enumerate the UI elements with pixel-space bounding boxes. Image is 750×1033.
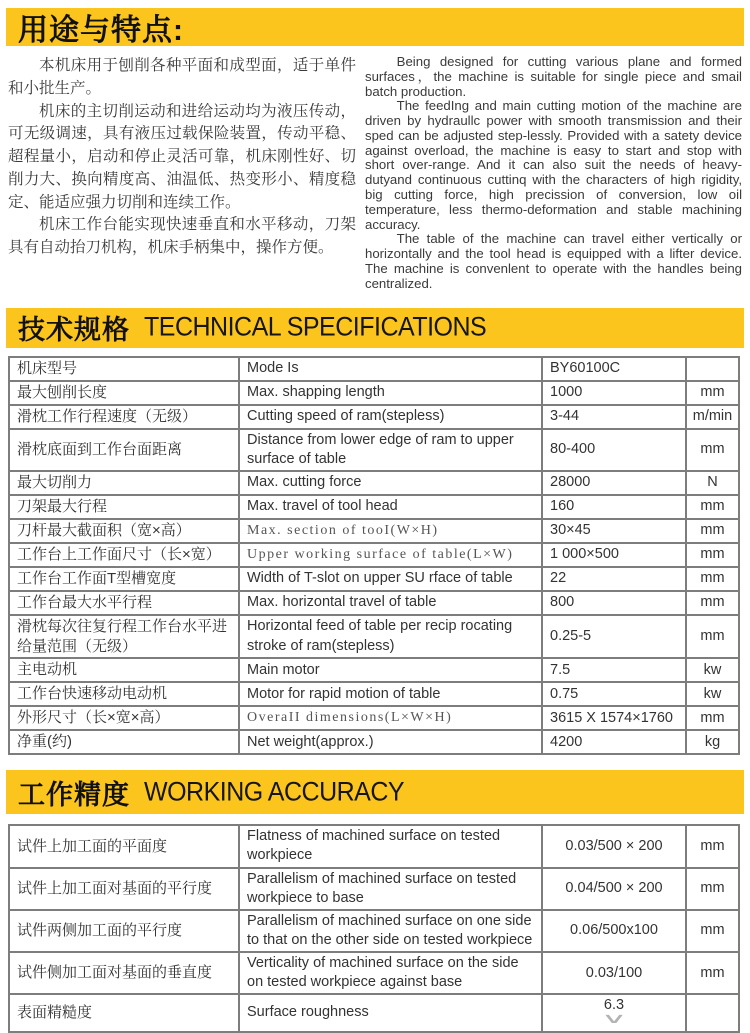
accuracy-title-en: WORKING ACCURACY: [144, 776, 405, 807]
row-value: 80-400: [542, 429, 686, 471]
row-value: 1000: [542, 381, 686, 405]
row-unit: mm: [686, 429, 739, 471]
specifications-title-cn: 技术规格: [18, 315, 130, 345]
row-label-en: Distance from lower edge of ram to upper surface of table: [239, 429, 542, 471]
paragraph: 本机床用于刨削各种平面和成型面，适于单件和小批生产。: [8, 57, 356, 97]
table-row: [9, 357, 739, 381]
row-value: 3-44: [542, 405, 686, 429]
row-unit: mm: [686, 706, 739, 730]
row-value: 4200: [542, 730, 686, 754]
row-label-cn: 滑枕每次往复行程工作台水平进给量范围（无级）: [9, 615, 239, 659]
row-unit: mm: [686, 825, 739, 867]
row-value: 22: [542, 567, 686, 591]
table-row: [9, 591, 739, 615]
table-row: [9, 543, 739, 567]
row-label-en: Max. cutting force: [239, 471, 542, 495]
row-unit: N: [686, 471, 739, 495]
table-row: [9, 405, 739, 429]
row-unit: mm: [686, 910, 739, 952]
table-row: [9, 682, 739, 706]
table-row: [9, 567, 739, 591]
table-row: [9, 658, 739, 682]
catalog-page: [0, 8, 750, 1027]
table-row: [9, 615, 739, 659]
row-label-en: Max. section of tooI(W×H): [239, 519, 542, 543]
row-unit: mm: [686, 519, 739, 543]
row-label-cn: 试件两侧加工面的平行度: [9, 910, 239, 952]
paragraph: The feedIng and main cutting motion of the machine are driven by hydraullc power with smooth transmission and their sped can be adjusted step-lessly. Provided with a satety device against overload, the machine is easy to start and stop with short over-range. And it can also suit the needs of heavy-dutyand continuous cuttinq with the characters of high rigidity, big cutting force, high precission of conversion, low oil temperature, less thermo-deformation and stable machining accuracy.: [365, 98, 742, 232]
row-label-cn: 试件上加工面的平面度: [9, 825, 239, 867]
row-label-en: Mode Is: [239, 357, 542, 381]
row-unit: mm: [686, 591, 739, 615]
row-unit: mm: [686, 868, 739, 910]
table-row: [9, 868, 739, 910]
table-row: [9, 429, 739, 471]
features-header-bar: [6, 8, 744, 46]
specifications-table: [8, 356, 740, 756]
row-label-cn: 外形尺寸（长×宽×高）: [9, 706, 239, 730]
table-row: [9, 952, 739, 994]
row-label-en: Max. horizontal travel of table: [239, 591, 542, 615]
row-value: 160: [542, 495, 686, 519]
row-label-en: Parallelism of machined surface on one side to that on the other side on tested workpiece: [239, 910, 542, 952]
row-value: 7.5: [542, 658, 686, 682]
row-value: 1 000×500: [542, 543, 686, 567]
row-label-cn: 试件侧加工面对基面的垂直度: [9, 952, 239, 994]
row-value: 0.03/500 × 200: [542, 825, 686, 867]
row-value: 0.75: [542, 682, 686, 706]
row-label-en: Max. shapping length: [239, 381, 542, 405]
roughness-number: 6.3: [603, 997, 625, 1014]
row-unit: m/min: [686, 405, 739, 429]
table-row: [9, 730, 739, 754]
row-value: 0.25-5: [542, 615, 686, 659]
row-label-cn: 刀架最大行程: [9, 495, 239, 519]
row-unit: mm: [686, 567, 739, 591]
specifications-title-en: TECHNICAL SPECIFICATIONS: [144, 311, 487, 343]
accuracy-header-bar: [6, 770, 744, 814]
row-label-cn: 刀杆最大截面积（宽×高）: [9, 519, 239, 543]
row-label-en: Cutting speed of ram(stepless): [239, 405, 542, 429]
row-label-cn: 工作台上工作面尺寸（长×宽）: [9, 543, 239, 567]
surface-finish-triangle-icon: ∨: [600, 1010, 628, 1027]
paragraph: Being designed for cutting various plane and formed surfaces，the machine is suitable for single piece and smail batch production.: [365, 54, 742, 99]
features-chinese-column: [8, 55, 356, 292]
table-row: [9, 381, 739, 405]
row-label-en: Parallelism of machined surface on tested workpiece to base: [239, 868, 542, 910]
table-row: [9, 994, 739, 1031]
row-label-cn: 主电动机: [9, 658, 239, 682]
row-label-en: Net weight(approx.): [239, 730, 542, 754]
row-unit: mm: [686, 952, 739, 994]
paragraph: The table of the machine can travel either vertically or horizontally and the tool head is equipped with a lifter device. The machine is convenlent to operate with the handles being centralized.: [365, 231, 742, 291]
row-label-en: Surface roughness: [239, 994, 542, 1031]
accuracy-title-cn: 工作精度: [18, 779, 130, 810]
row-unit: kg: [686, 730, 739, 754]
row-label-en: Flatness of machined surface on tested workpiece: [239, 825, 542, 867]
row-label-en: OveraII dimensions(L×W×H): [239, 706, 542, 730]
row-label-cn: 最大刨削长度: [9, 381, 239, 405]
row-label-en: Motor for rapid motion of table: [239, 682, 542, 706]
row-label-en: Main motor: [239, 658, 542, 682]
row-unit: kw: [686, 658, 739, 682]
table-row: [9, 471, 739, 495]
row-label-cn: 滑枕工作行程速度（无级）: [9, 405, 239, 429]
row-unit: mm: [686, 615, 739, 659]
features-title: 用途与特点:: [18, 14, 184, 47]
row-value: 800: [542, 591, 686, 615]
row-value: 3615 X 1574×1760: [542, 706, 686, 730]
row-label-cn: 工作台最大水平行程: [9, 591, 239, 615]
table-row: [9, 706, 739, 730]
row-unit: mm: [686, 543, 739, 567]
row-label-cn: 最大切削力: [9, 471, 239, 495]
row-unit: mm: [686, 381, 739, 405]
surface-roughness-value: [600, 996, 628, 1027]
row-value: 30×45: [542, 519, 686, 543]
row-label-cn: 净重(约): [9, 730, 239, 754]
row-label-cn: 工作台工作面T型槽宽度: [9, 567, 239, 591]
row-value: 0.03/100: [542, 952, 686, 994]
row-label-cn: 机床型号: [9, 357, 239, 381]
table-row: [9, 495, 739, 519]
row-unit: kw: [686, 682, 739, 706]
row-value: 0.06/500x100: [542, 910, 686, 952]
specifications-header-bar: [6, 308, 744, 348]
row-label-en: Verticality of machined surface on the side on tested workpiece against base: [239, 952, 542, 994]
row-label-cn: 工作台快速移动电动机: [9, 682, 239, 706]
table-row: [9, 519, 739, 543]
row-value: [542, 994, 686, 1031]
paragraph: 机床工作台能实现快速垂直和水平移动，刀架具有自动抬刀机构，机床手柄集中，操作方便。: [8, 216, 356, 257]
row-label-cn: 滑枕底面到工作台面距离: [9, 429, 239, 471]
row-label-en: Horizontal feed of table per recip rocating stroke of ram(stepless): [239, 615, 542, 659]
row-label-cn: 表面精糙度: [9, 994, 239, 1031]
accuracy-table: [8, 824, 740, 1032]
paragraph: 机床的主切削运动和进给运动均为液压传动，可无级调速，具有液压过载保险装置，传动平稳、超程量小，启动和停止灵活可靠，机床刚性好、切削力大、换向精度高、油温低、热变形小、精度稳定、能适应强力切削和连续工作。: [8, 102, 356, 211]
features-english-column: [365, 55, 742, 292]
row-label-en: Upper working surface of table(L×W): [239, 543, 542, 567]
row-label-en: Width of T-slot on upper SU rface of table: [239, 567, 542, 591]
features-section: [0, 46, 750, 298]
row-unit: [686, 994, 739, 1031]
row-value: BY60100C: [542, 357, 686, 381]
row-unit: [686, 357, 739, 381]
row-value: 28000: [542, 471, 686, 495]
table-row: [9, 825, 739, 867]
row-unit: mm: [686, 495, 739, 519]
row-label-en: Max. travel of tool head: [239, 495, 542, 519]
row-value: 0.04/500 × 200: [542, 868, 686, 910]
row-label-cn: 试件上加工面对基面的平行度: [9, 868, 239, 910]
table-row: [9, 910, 739, 952]
